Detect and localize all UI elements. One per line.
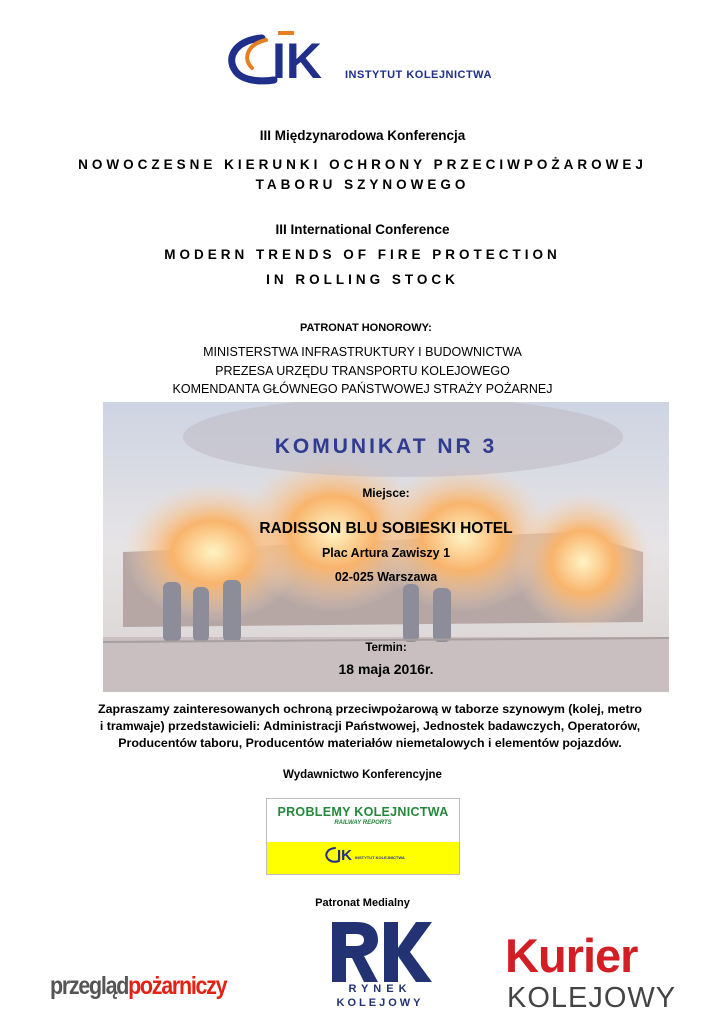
conference-label-pl: III Międzynarodowa Konferencja [259,128,466,143]
rk-word-rynek: RYNEK [348,983,412,995]
conference-title-pl-line2: TABORU SZYNOWEGO [255,177,470,192]
patron-item: PREZESA URZĘDU TRANSPORTU KOLEJOWEGO [215,364,510,378]
pozarniczy-word: pożarniczy [128,972,227,1000]
rynek-kolejowy-logo [328,922,432,982]
journal-logo-letters: IK [337,847,352,863]
rk-word-kolejowy: KOLEJOWY [336,997,424,1009]
conference-label-en: III International Conference [275,222,450,237]
conference-title-en-line1: MODERN TRENDS OF FIRE PROTECTION [164,247,561,262]
date-label: Termin: [365,642,407,654]
ik-small-logo [323,845,403,863]
przeglad-word: przegląd [50,972,129,1000]
patron-item: MINISTERSTWA INFRASTRUKTURY I BUDOWNICTWA [203,345,522,359]
ik-logo [222,30,512,90]
place-label: Miejsce: [362,486,410,500]
journal-logo [266,798,460,875]
patron-item: KOMENDANTA GŁÓWNEGO PAŃSTWOWEJ STRAŻY POŻARNEJ [172,382,553,396]
announcement-title: KOMUNIKAT NR 3 [274,435,498,458]
przeglad-pozarniczy-logo [50,972,226,1001]
burning-tram-photo [103,402,669,692]
logo-letters: IK [272,33,322,89]
journal-title: PROBLEMY KOLEJNICTWA [277,805,449,819]
conference-title-pl-line1: NOWOCZESNE KIERUNKI OCHRONY PRZECIWPOŻAROWEJ [78,157,647,172]
invitation-line: Zapraszamy zainteresowanych ochroną przeciwpożarową w taborze szynowym (kolej, metro [98,702,642,716]
kurier-word: Kurier [505,929,638,982]
journal-subtitle: RAILWAY REPORTS [334,820,392,826]
venue-name: RADISSON BLU SOBIESKI HOTEL [259,520,513,537]
venue-city: 02-025 Warszawa [334,570,438,584]
invitation-line: Producentów taboru, Producentów materiałów niemetalowych i elementów pojazdów. [118,736,622,750]
kurier-kolejowy-word: KOLEJOWY [507,982,677,1014]
journal-logo-subtitle: INSTYTUT KOLEJNICTWA [355,855,405,860]
logo-subtitle: INSTYTUT KOLEJNICTWA [345,69,492,81]
invitation-line: i tramwaje) przedstawicieli: Administracji Państwowej, Jednostek badawczych, Operatorów, [99,719,641,733]
venue-street: Plac Artura Zawiszy 1 [321,546,451,560]
patronage-title: PATRONAT HONOROWY: [300,322,432,334]
conference-title-en-line2: IN ROLLING STOCK [266,272,459,287]
event-date: 18 maja 2016r. [338,661,434,677]
publisher-label: Wydawnictwo Konferencyjne [283,769,442,781]
media-patronage-label: Patronat Medialny [315,897,410,909]
invitation-text [70,701,670,752]
